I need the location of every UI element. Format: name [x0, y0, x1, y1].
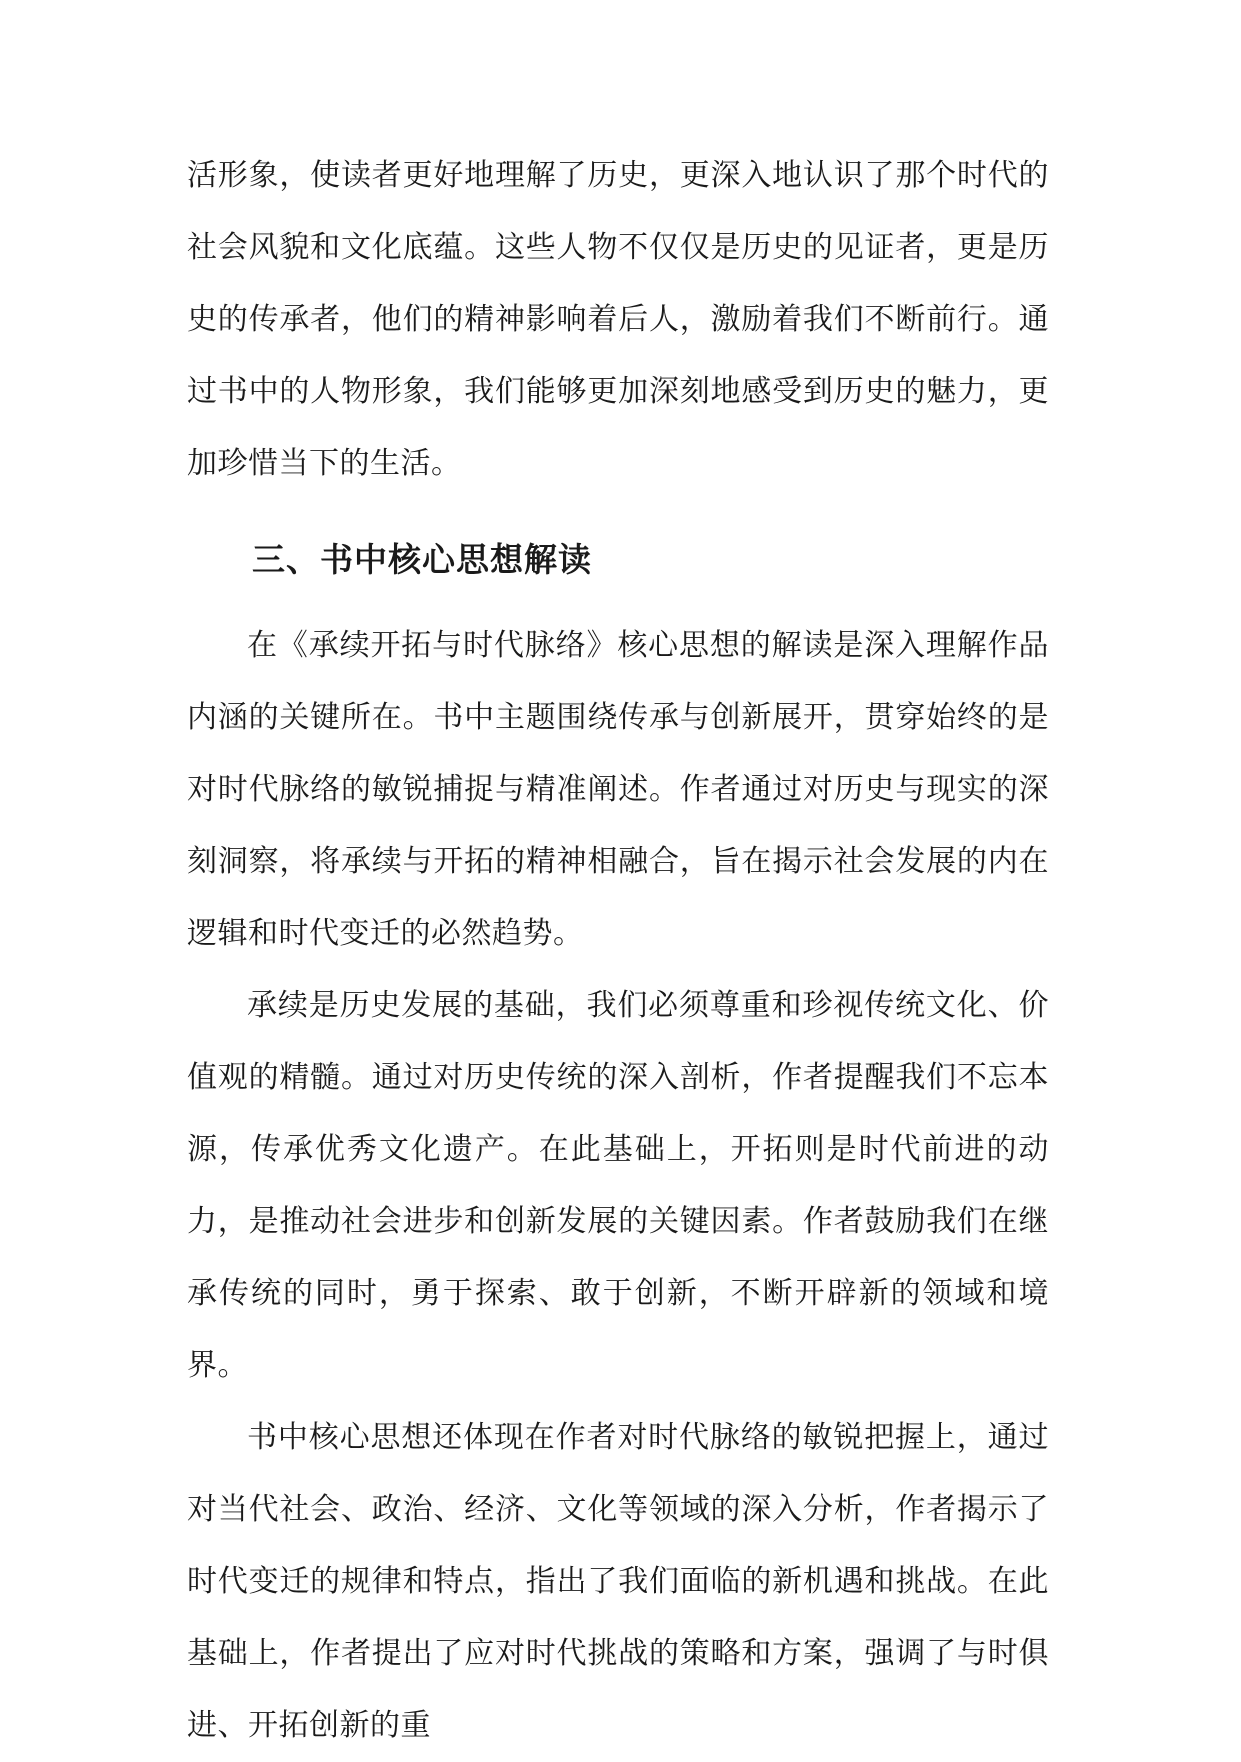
body-paragraph-1: 在《承续开拓与时代脉络》核心思想的解读是深入理解作品内涵的关键所在。书中主题围绕传承与创新展开，贯穿始终的是对时代脉络的敏锐捕捉与精准阐述。作者通过对历史与现实的深刻洞察，将承续与开拓的精神相融合，旨在揭示社会发展的内在逻辑和时代变迁的必然趋势。 [187, 628, 1049, 951]
section-heading: 三、书中核心思想解读 [252, 540, 592, 579]
document-body [187, 140, 1049, 1762]
continued-paragraph: 活形象，使读者更好地理解了历史，更深入地认识了那个时代的社会风貌和文化底蕴。这些人物不仅仅是历史的见证者，更是历史的传承者，他们的精神影响着后人，激励着我们不断前行。通过书中的人物形象，我们能够更加深刻地感受到历史的魅力，更加珍惜当下的生活。 [187, 158, 1049, 481]
body-paragraph-3: 书中核心思想还体现在作者对时代脉络的敏锐把握上，通过对当代社会、政治、经济、文化等领域的深入分析，作者揭示了时代变迁的规律和特点，指出了我们面临的新机遇和挑战。在此基础上，作者提出了应对时代挑战的策略和方案，强调了与时俱进、开拓创新的重 [187, 1420, 1049, 1743]
body-paragraph-2: 承续是历史发展的基础，我们必须尊重和珍视传统文化、价值观的精髓。通过对历史传统的深入剖析，作者提醒我们不忘本源，传承优秀文化遗产。在此基础上，开拓则是时代前进的动力，是推动社会进步和创新发展的关键因素。作者鼓励我们在继承传统的同时，勇于探索、敢于创新，不断开辟新的领域和境界。 [187, 988, 1049, 1383]
